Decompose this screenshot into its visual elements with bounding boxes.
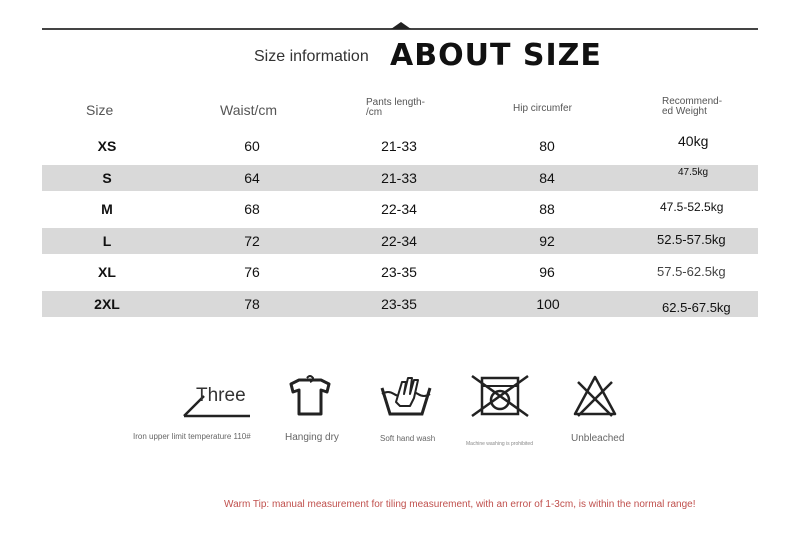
cell-size: S — [102, 170, 112, 186]
cell-weight: 47.5-52.5kg — [660, 200, 724, 214]
table-row — [42, 133, 758, 159]
cell-hip: 96 — [539, 264, 555, 280]
iron-label: Iron upper limit temperature 110# — [133, 432, 251, 441]
page-subtitle: Size information — [254, 48, 369, 65]
cell-waist: 60 — [244, 138, 260, 154]
col-header-size: Size — [86, 102, 114, 118]
cell-size: 2XL — [94, 296, 120, 312]
no-machine-wash-label: Machine washing is prohibited — [466, 441, 533, 447]
col-header-pants-line2: /cm — [366, 107, 383, 118]
cell-waist: 68 — [244, 201, 260, 217]
cell-waist: 72 — [244, 233, 260, 249]
col-header-pants-line1: Pants length- — [366, 97, 425, 108]
cell-pants: 22-34 — [381, 201, 417, 217]
cell-size: L — [102, 233, 112, 249]
col-header-weight-line2: ed Weight — [662, 106, 707, 117]
cell-hip: 80 — [539, 138, 555, 154]
col-header-waist: Waist/cm — [220, 102, 278, 118]
col-header-weight-line1: Recommend- — [662, 96, 723, 107]
warm-tip: Warm Tip: manual measurement for tiling measurement, with an error of 1-3cm, is within the normal range! — [224, 499, 696, 510]
col-header-pants — [366, 98, 436, 118]
cell-weight: 40kg — [678, 133, 709, 149]
table-row — [42, 259, 758, 285]
cell-waist: 78 — [244, 296, 260, 312]
cell-size: XS — [97, 138, 117, 154]
no-machine-wash-icon — [470, 374, 530, 418]
cell-waist: 64 — [244, 170, 260, 186]
no-bleach-icon — [572, 374, 618, 418]
table-row — [42, 165, 758, 191]
cell-hip: 88 — [539, 201, 555, 217]
cell-hip: 84 — [539, 170, 555, 186]
hand-wash-label: Soft hand wash — [380, 434, 436, 443]
cell-hip: 92 — [539, 233, 555, 249]
hand-wash-icon — [380, 372, 432, 418]
cell-hip: 100 — [536, 296, 560, 312]
divider-notch — [391, 22, 411, 29]
no-bleach-label: Unbleached — [571, 433, 625, 444]
col-header-weight — [662, 97, 732, 117]
table-row — [42, 291, 758, 317]
iron-temperature-word: Three — [196, 385, 246, 406]
hanging-dry-icon — [287, 372, 333, 418]
cell-waist: 76 — [244, 264, 260, 280]
cell-weight: 62.5-67.5kg — [662, 300, 731, 315]
cell-size: M — [101, 201, 113, 217]
cell-weight: 52.5-57.5kg — [657, 232, 726, 247]
table-row — [42, 196, 758, 222]
cell-pants: 23-35 — [381, 264, 417, 280]
cell-pants: 21-33 — [381, 170, 417, 186]
col-header-hip: Hip circumfer — [513, 103, 572, 114]
page-title: ABOUT SIZE — [390, 38, 602, 73]
table-row — [42, 228, 758, 254]
cell-weight: 57.5-62.5kg — [657, 264, 726, 279]
cell-size: XL — [98, 264, 116, 280]
cell-pants: 22-34 — [381, 233, 417, 249]
hanging-dry-label: Hanging dry — [285, 432, 339, 443]
cell-pants: 23-35 — [381, 296, 417, 312]
cell-weight: 47.5kg — [678, 167, 709, 178]
cell-pants: 21-33 — [381, 138, 417, 154]
